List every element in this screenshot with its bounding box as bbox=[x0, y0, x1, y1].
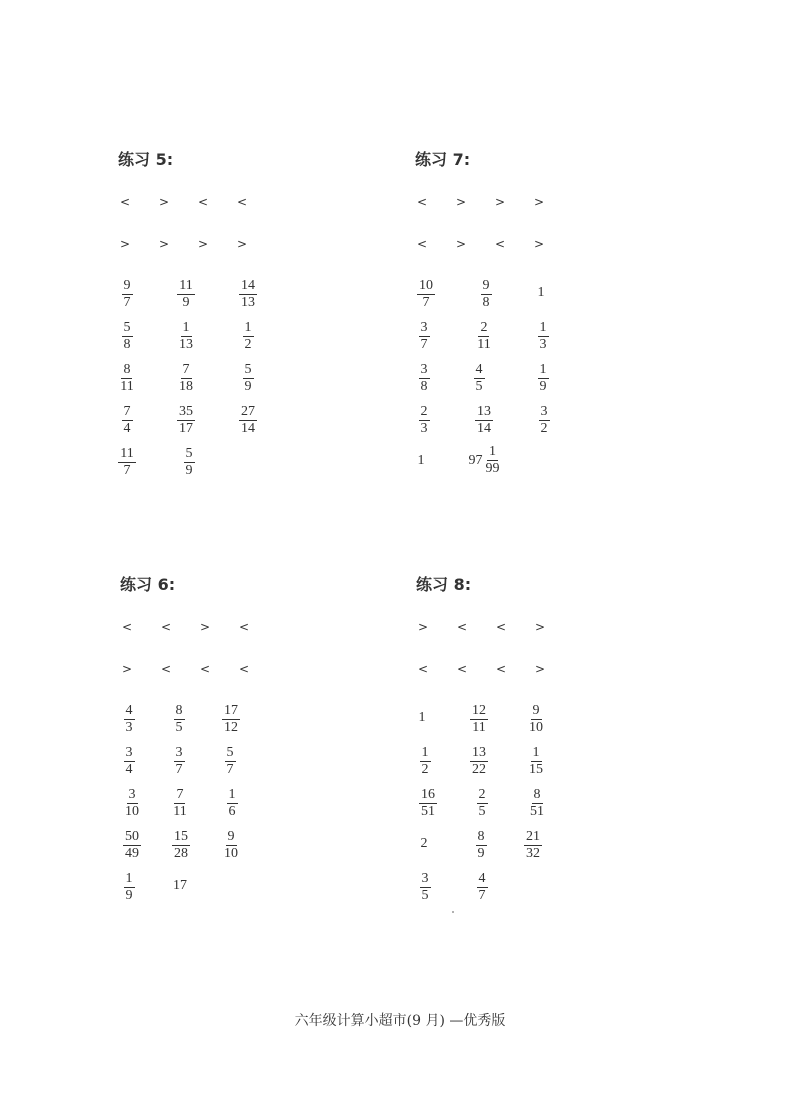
answer bbox=[407, 743, 443, 778]
denominator: 3 bbox=[420, 421, 428, 436]
numerator: 3 bbox=[175, 745, 183, 760]
denominator: 7 bbox=[123, 463, 131, 478]
numerator: 7 bbox=[176, 787, 184, 802]
answer bbox=[162, 869, 198, 903]
answer-row bbox=[416, 701, 716, 743]
answer bbox=[461, 360, 497, 395]
denominator: 9 bbox=[125, 888, 133, 903]
section-title: 练习 6: bbox=[120, 575, 176, 594]
denominator: 9 bbox=[185, 463, 193, 478]
section-practice-5 bbox=[118, 150, 418, 486]
answer-value: 2 bbox=[420, 836, 428, 851]
comparison-sign: > bbox=[456, 237, 467, 251]
answer bbox=[464, 785, 500, 820]
answer-row bbox=[120, 743, 420, 785]
numerator: 1 bbox=[125, 871, 133, 886]
comparison-sign: > bbox=[159, 195, 170, 209]
answer bbox=[109, 276, 145, 311]
comparison-sign: > bbox=[200, 620, 211, 634]
denominator: 5 bbox=[175, 720, 183, 735]
answer-row bbox=[415, 318, 715, 360]
answer bbox=[161, 701, 197, 736]
answer bbox=[168, 276, 204, 311]
answer bbox=[230, 360, 266, 395]
answer bbox=[171, 444, 207, 479]
page-footer: 六年级计算小超市(9 月) —优秀版 bbox=[294, 1013, 506, 1029]
answer bbox=[406, 360, 442, 395]
denominator: 51 bbox=[530, 804, 544, 819]
answer bbox=[214, 785, 250, 820]
denominator: 9 bbox=[182, 295, 190, 310]
denominator: 2 bbox=[421, 762, 429, 777]
denominator: 10 bbox=[529, 720, 543, 735]
denominator: 7 bbox=[420, 337, 428, 352]
answer bbox=[168, 318, 204, 353]
numerator: 7 bbox=[182, 362, 190, 377]
answer bbox=[406, 827, 442, 861]
comparison-sign: < bbox=[495, 237, 506, 251]
answer bbox=[518, 743, 554, 778]
denominator: 8 bbox=[420, 379, 428, 394]
denominator: 7 bbox=[123, 295, 131, 310]
denominator: 6 bbox=[228, 804, 236, 819]
comparison-sign: < bbox=[496, 620, 507, 634]
speck bbox=[452, 911, 454, 913]
comparison-sign: > bbox=[534, 237, 545, 251]
numerator: 1 bbox=[182, 320, 190, 335]
comparison-sign: > bbox=[535, 620, 546, 634]
answer bbox=[109, 318, 145, 353]
answer bbox=[525, 360, 561, 395]
numerator: 1 bbox=[244, 320, 252, 335]
comparison-sign: < bbox=[200, 662, 211, 676]
answer bbox=[407, 869, 443, 904]
denominator: 7 bbox=[478, 888, 486, 903]
section-practice-6 bbox=[120, 575, 420, 911]
denominator: 10 bbox=[224, 846, 238, 861]
comparison-sign: < bbox=[457, 662, 468, 676]
denominator: 14 bbox=[241, 421, 255, 436]
answer-row bbox=[120, 869, 420, 911]
numerator: 8 bbox=[123, 362, 131, 377]
denominator: 10 bbox=[125, 804, 139, 819]
answer bbox=[523, 276, 559, 310]
whole-number: 97 bbox=[468, 452, 483, 468]
answer-row bbox=[118, 402, 418, 444]
denominator: 13 bbox=[241, 295, 255, 310]
answer bbox=[403, 444, 439, 478]
numerator: 11 bbox=[120, 446, 134, 461]
denominator: 51 bbox=[421, 804, 435, 819]
numerator: 9 bbox=[123, 278, 131, 293]
numerator: 5 bbox=[226, 745, 234, 760]
answer bbox=[406, 318, 442, 353]
numerator: 3 bbox=[420, 362, 428, 377]
denominator: 11 bbox=[477, 337, 491, 352]
numerator: 15 bbox=[174, 829, 188, 844]
answer bbox=[161, 743, 197, 778]
comparison-sign: < bbox=[161, 620, 172, 634]
comparison-sign: < bbox=[418, 662, 429, 676]
answer bbox=[109, 360, 145, 395]
answer bbox=[526, 402, 562, 437]
denominator: 32 bbox=[526, 846, 540, 861]
numerator: 9 bbox=[532, 703, 540, 718]
denominator: 8 bbox=[482, 295, 490, 310]
answer bbox=[406, 402, 442, 437]
denominator: 4 bbox=[123, 421, 131, 436]
numerator: 7 bbox=[123, 404, 131, 419]
comparison-sign: > bbox=[120, 237, 131, 251]
answer bbox=[212, 743, 248, 778]
numerator: 8 bbox=[477, 829, 485, 844]
numerator: 2 bbox=[420, 404, 428, 419]
answer-row bbox=[118, 276, 418, 318]
comparison-sign: < bbox=[417, 237, 428, 251]
answer bbox=[463, 444, 507, 477]
answer-row bbox=[415, 444, 715, 486]
answer bbox=[168, 360, 204, 395]
numerator: 9 bbox=[227, 829, 235, 844]
answer bbox=[162, 785, 198, 820]
denominator: 4 bbox=[125, 762, 133, 777]
answer-row bbox=[416, 785, 716, 827]
numerator: 5 bbox=[123, 320, 131, 335]
answer-value: 17 bbox=[173, 878, 187, 893]
denominator: 14 bbox=[477, 421, 491, 436]
comparison-sign: > bbox=[159, 237, 170, 251]
answer bbox=[519, 785, 555, 820]
denominator: 5 bbox=[478, 804, 486, 819]
numerator: 3 bbox=[128, 787, 136, 802]
numerator: 1 bbox=[539, 320, 547, 335]
answer bbox=[515, 827, 551, 862]
comparison-sign: > bbox=[456, 195, 467, 209]
numerator: 13 bbox=[477, 404, 491, 419]
sign-row bbox=[416, 617, 716, 637]
denominator: 2 bbox=[244, 337, 252, 352]
numerator: 27 bbox=[241, 404, 255, 419]
sign-row bbox=[120, 659, 420, 679]
answer-value: 1 bbox=[537, 285, 545, 300]
numerator: 4 bbox=[125, 703, 133, 718]
sign-row bbox=[118, 192, 418, 212]
denominator: 99 bbox=[485, 461, 500, 476]
answer bbox=[464, 869, 500, 904]
numerator: 50 bbox=[125, 829, 139, 844]
numerator: 3 bbox=[125, 745, 133, 760]
answer bbox=[168, 402, 204, 437]
numerator: 11 bbox=[179, 278, 193, 293]
sign-row bbox=[415, 234, 715, 254]
comparison-sign: < bbox=[457, 620, 468, 634]
numerator: 1 bbox=[532, 745, 540, 760]
answer bbox=[109, 402, 145, 437]
comparison-sign: < bbox=[161, 662, 172, 676]
numerator: 12 bbox=[472, 703, 486, 718]
answer bbox=[114, 827, 150, 862]
numerator: 17 bbox=[224, 703, 238, 718]
denominator: 11 bbox=[120, 379, 134, 394]
denominator: 9 bbox=[539, 379, 547, 394]
comparison-sign: > bbox=[495, 195, 506, 209]
denominator: 9 bbox=[244, 379, 252, 394]
answer bbox=[410, 785, 446, 820]
answer bbox=[468, 276, 504, 311]
sign-row bbox=[416, 659, 716, 679]
numerator: 1 bbox=[421, 745, 429, 760]
sign-row bbox=[120, 617, 420, 637]
answer-row bbox=[416, 869, 716, 911]
denominator: 2 bbox=[540, 421, 548, 436]
section-practice-8 bbox=[416, 575, 716, 911]
numerator: 13 bbox=[472, 745, 486, 760]
answer-value: 1 bbox=[417, 453, 425, 468]
answer bbox=[466, 318, 502, 353]
answer-row bbox=[118, 318, 418, 360]
comparison-sign: > bbox=[418, 620, 429, 634]
answer bbox=[230, 276, 266, 311]
comparison-sign: < bbox=[239, 662, 250, 676]
answer bbox=[518, 701, 554, 736]
section-title: 练习 8: bbox=[416, 575, 472, 594]
numerator: 2 bbox=[478, 787, 486, 802]
answer-row bbox=[120, 827, 420, 869]
comparison-sign: > bbox=[198, 237, 209, 251]
numerator: 3 bbox=[540, 404, 548, 419]
answer-row bbox=[118, 444, 418, 486]
section-title: 练习 7: bbox=[415, 150, 471, 169]
answer bbox=[525, 318, 561, 353]
numerator: 5 bbox=[244, 362, 252, 377]
answer-row bbox=[118, 360, 418, 402]
denominator: 5 bbox=[475, 379, 483, 394]
denominator: 9 bbox=[477, 846, 485, 861]
numerator: 8 bbox=[175, 703, 183, 718]
comparison-sign: > bbox=[237, 237, 248, 251]
numerator: 1 bbox=[489, 444, 496, 459]
denominator: 7 bbox=[422, 295, 430, 310]
answer bbox=[230, 318, 266, 353]
numerator: 3 bbox=[420, 320, 428, 335]
numerator: 35 bbox=[179, 404, 193, 419]
answer bbox=[114, 785, 150, 820]
answer-value: 1 bbox=[418, 710, 426, 725]
answer bbox=[109, 444, 145, 479]
answer bbox=[461, 701, 497, 736]
answer-row bbox=[415, 402, 715, 444]
denominator: 7 bbox=[226, 762, 234, 777]
answer bbox=[111, 743, 147, 778]
comparison-sign: < bbox=[198, 195, 209, 209]
denominator: 49 bbox=[125, 846, 139, 861]
answer-row bbox=[415, 360, 715, 402]
denominator: 18 bbox=[179, 379, 193, 394]
numerator: 1 bbox=[228, 787, 236, 802]
denominator: 3 bbox=[539, 337, 547, 352]
comparison-sign: > bbox=[122, 662, 133, 676]
comparison-sign: < bbox=[122, 620, 133, 634]
answer bbox=[466, 402, 502, 437]
denominator: 7 bbox=[175, 762, 183, 777]
answer bbox=[111, 701, 147, 736]
comparison-sign: < bbox=[239, 620, 250, 634]
numerator: 3 bbox=[421, 871, 429, 886]
answer-row bbox=[416, 743, 716, 785]
answer bbox=[213, 701, 249, 736]
sign-row bbox=[415, 192, 715, 212]
denominator: 11 bbox=[472, 720, 486, 735]
answer bbox=[463, 827, 499, 862]
comparison-sign: < bbox=[237, 195, 248, 209]
comparison-sign: < bbox=[496, 662, 507, 676]
sign-row bbox=[118, 234, 418, 254]
denominator: 3 bbox=[125, 720, 133, 735]
numerator: 8 bbox=[533, 787, 541, 802]
section-practice-7 bbox=[415, 150, 715, 486]
denominator: 8 bbox=[123, 337, 131, 352]
numerator: 1 bbox=[539, 362, 547, 377]
numerator: 21 bbox=[526, 829, 540, 844]
comparison-sign: > bbox=[534, 195, 545, 209]
denominator: 12 bbox=[224, 720, 238, 735]
numerator: 4 bbox=[478, 871, 486, 886]
numerator: 2 bbox=[480, 320, 488, 335]
answer bbox=[404, 701, 440, 735]
numerator: 10 bbox=[419, 278, 433, 293]
numerator: 5 bbox=[185, 446, 193, 461]
answer-row bbox=[416, 827, 716, 869]
answer-row bbox=[120, 701, 420, 743]
denominator: 22 bbox=[472, 762, 486, 777]
comparison-sign: > bbox=[535, 662, 546, 676]
answer bbox=[111, 869, 147, 904]
denominator: 11 bbox=[173, 804, 187, 819]
denominator: 28 bbox=[174, 846, 188, 861]
answer-row bbox=[415, 276, 715, 318]
comparison-sign: < bbox=[120, 195, 131, 209]
denominator: 17 bbox=[179, 421, 193, 436]
numerator: 14 bbox=[241, 278, 255, 293]
answer bbox=[408, 276, 444, 311]
denominator: 15 bbox=[529, 762, 543, 777]
numerator: 4 bbox=[475, 362, 483, 377]
denominator: 13 bbox=[179, 337, 193, 352]
answer bbox=[213, 827, 249, 862]
answer-row bbox=[120, 785, 420, 827]
answer bbox=[230, 402, 266, 437]
numerator: 16 bbox=[421, 787, 435, 802]
numerator: 9 bbox=[482, 278, 490, 293]
comparison-sign: < bbox=[417, 195, 428, 209]
denominator: 5 bbox=[421, 888, 429, 903]
answer bbox=[461, 743, 497, 778]
answer bbox=[163, 827, 199, 862]
section-title: 练习 5: bbox=[118, 150, 174, 169]
